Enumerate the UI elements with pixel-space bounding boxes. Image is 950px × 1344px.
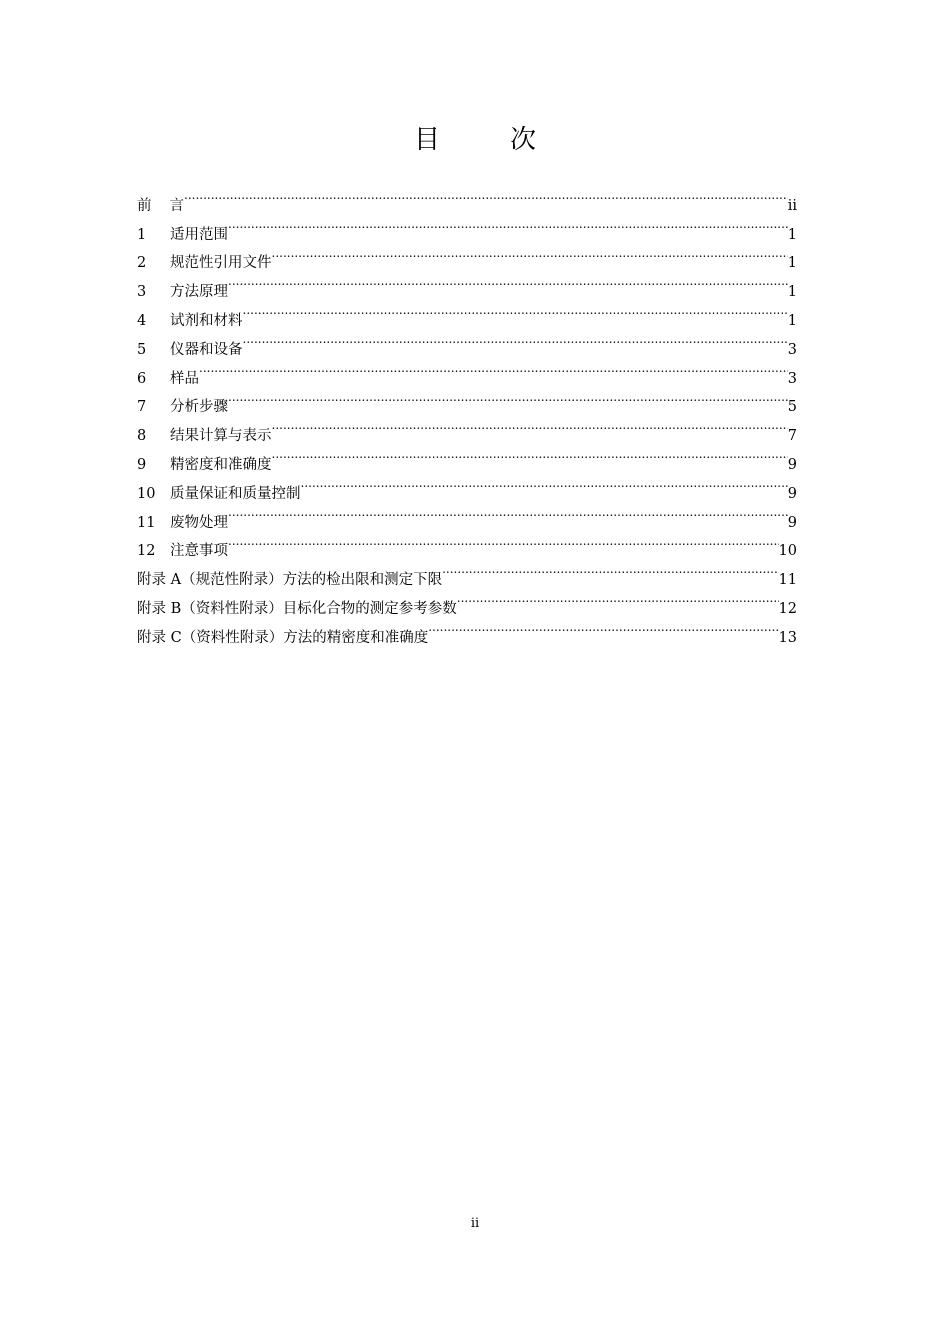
toc-entry-page: 12 bbox=[778, 600, 797, 617]
toc-entry-3[interactable] bbox=[137, 267, 797, 301]
toc-entry-6[interactable] bbox=[137, 354, 797, 387]
toc-dot-leader bbox=[243, 325, 788, 354]
toc-entry-11[interactable] bbox=[137, 498, 797, 531]
toc-entry-title: 结果计算与表示 bbox=[170, 428, 272, 445]
toc-entry-title: 分析步骤 bbox=[170, 399, 228, 416]
toc-dot-leader bbox=[228, 527, 779, 556]
toc-dot-leader bbox=[428, 613, 778, 642]
toc-entry-12[interactable] bbox=[137, 527, 797, 560]
toc-dot-leader bbox=[272, 239, 788, 268]
toc-dot-leader bbox=[243, 296, 788, 325]
toc-entry-title: 仪器和设备 bbox=[170, 341, 243, 358]
toc-dot-leader bbox=[228, 498, 788, 527]
toc-entry-8[interactable] bbox=[137, 411, 797, 445]
toc-entry-number: 10 bbox=[137, 485, 156, 502]
toc-entry-page: 1 bbox=[787, 312, 797, 329]
toc-entry-title: 规范性引用文件 bbox=[170, 255, 272, 272]
toc-entry-page: 1 bbox=[787, 255, 797, 272]
toc-entry-7[interactable] bbox=[137, 383, 797, 416]
toc-dot-leader bbox=[272, 411, 788, 440]
toc-entry-title: 言 bbox=[169, 197, 184, 214]
page-number: ii bbox=[470, 1216, 480, 1231]
toc-entry-title: 废物处理 bbox=[170, 514, 228, 531]
toc-dot-leader bbox=[272, 440, 788, 469]
toc-entry-title: 精密度和准确度 bbox=[170, 456, 272, 473]
toc-dot-leader bbox=[184, 181, 788, 210]
toc-dot-leader bbox=[228, 267, 788, 296]
toc-dot-leader bbox=[228, 383, 788, 412]
toc-entry-number: 9 bbox=[137, 456, 147, 473]
toc-entry-title: 注意事项 bbox=[170, 543, 228, 560]
toc-entry-number: 5 bbox=[137, 341, 147, 358]
toc-entry-title: 试剂和材料 bbox=[170, 312, 243, 329]
toc-dot-leader bbox=[228, 210, 788, 239]
toc-entry-title: 附录 B（资料性附录）目标化合物的测定参考参数 bbox=[137, 600, 457, 617]
toc-entry-number: 6 bbox=[137, 370, 147, 387]
toc-entry-number: 2 bbox=[137, 255, 147, 272]
toc-entry-page: 9 bbox=[787, 514, 797, 531]
toc-entry-appendix-a[interactable] bbox=[137, 555, 797, 589]
page-title: 目 次 bbox=[413, 125, 558, 155]
toc-entry-page: 5 bbox=[787, 399, 797, 416]
toc-entry-title: 附录 C（资料性附录）方法的精密度和准确度 bbox=[137, 629, 429, 646]
toc-entry-page: 3 bbox=[787, 341, 797, 358]
toc-entry-2[interactable] bbox=[137, 239, 797, 272]
toc-entry-number: 3 bbox=[137, 284, 147, 301]
toc-entry-title: 样品 bbox=[170, 370, 199, 387]
toc-dot-leader bbox=[442, 555, 778, 584]
toc-entry-number: 4 bbox=[137, 312, 147, 329]
toc-entry-page: 9 bbox=[787, 456, 797, 473]
toc-entry-number: 1 bbox=[137, 226, 147, 243]
toc-entry-number: 8 bbox=[137, 428, 147, 445]
toc-entry-title: 适用范围 bbox=[170, 226, 228, 243]
toc-dot-leader bbox=[301, 469, 788, 498]
toc-entry-1[interactable] bbox=[137, 210, 797, 243]
toc-entry-page: 10 bbox=[778, 543, 797, 560]
toc-entry-4[interactable] bbox=[137, 296, 797, 329]
toc-entry-page: 1 bbox=[787, 284, 797, 301]
toc-entry-page: 1 bbox=[787, 226, 797, 243]
toc-entry-number: 11 bbox=[137, 514, 156, 531]
toc-entry-page: ii bbox=[787, 197, 797, 214]
toc-entry-number: 12 bbox=[137, 543, 156, 560]
toc-entry-title: 质量保证和质量控制 bbox=[170, 485, 301, 502]
toc-entry-page: 3 bbox=[787, 370, 797, 387]
toc-entry-page: 9 bbox=[787, 485, 797, 502]
toc-entry-preface[interactable] bbox=[137, 181, 797, 214]
toc-entry-page: 7 bbox=[787, 428, 797, 445]
toc-entry-title: 方法原理 bbox=[170, 284, 228, 301]
toc-entry-number: 前 bbox=[137, 197, 170, 214]
toc-dot-leader bbox=[457, 584, 779, 613]
toc-entry-title: 附录 A（规范性附录）方法的检出限和测定下限 bbox=[137, 572, 443, 589]
table-of-contents bbox=[137, 181, 797, 646]
toc-entry-page: 11 bbox=[778, 572, 797, 589]
toc-dot-leader bbox=[199, 354, 788, 383]
toc-entry-page: 13 bbox=[778, 629, 797, 646]
toc-entry-number: 7 bbox=[137, 399, 147, 416]
